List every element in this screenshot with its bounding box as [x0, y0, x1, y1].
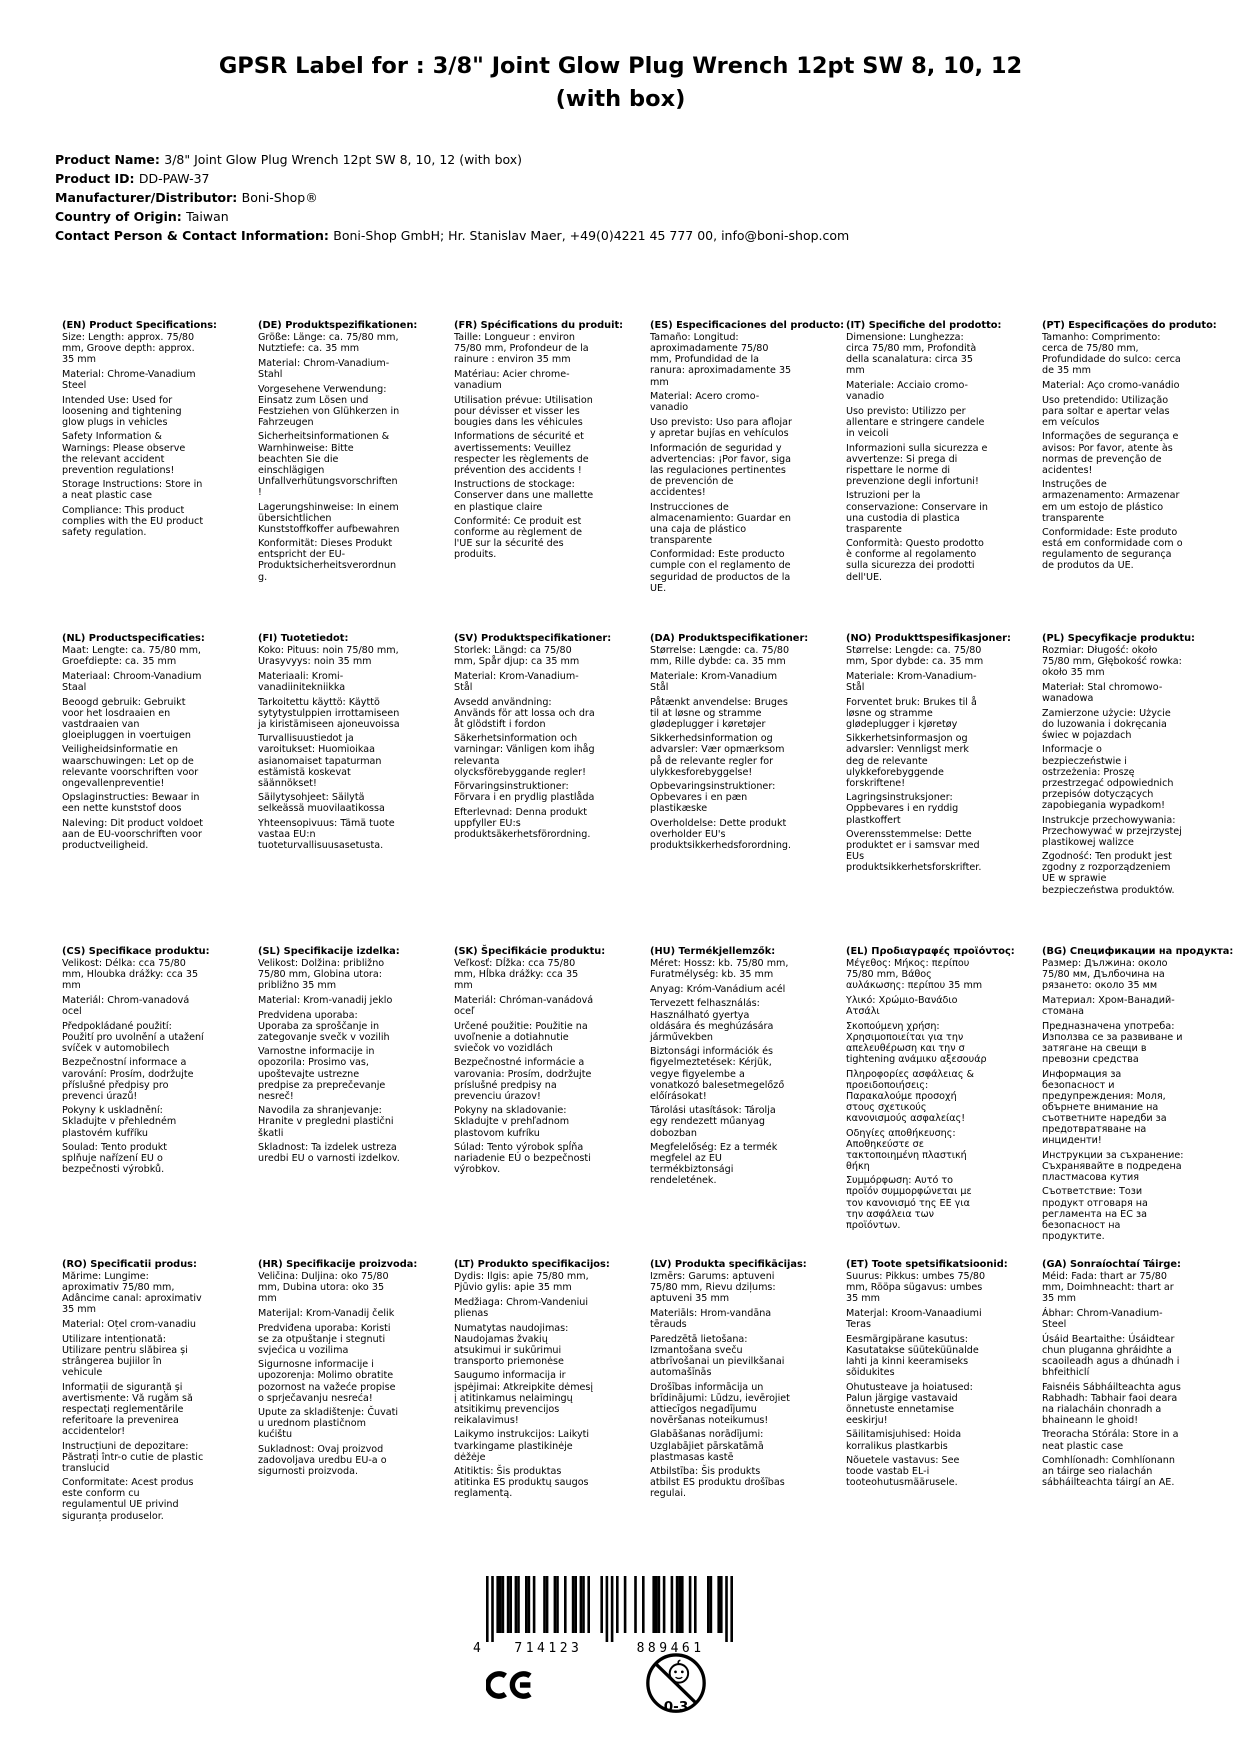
language-block-ro [62, 1259, 258, 1572]
product-info-value: Taiwan [186, 209, 229, 224]
block-paragraph: Storlek: Längd: ca 75/80 mm, Spår djup: ca 35 mm [454, 645, 580, 668]
block-paragraph: Velikost: Dolžina: približno 75/80 mm, Globina utora: približno 35 mm [258, 958, 385, 992]
block-paragraph: Dimensione: Lunghezza: circa 75/80 mm, Profondità della scanalatura: circa 35 mm [846, 332, 977, 377]
block-paragraph: Eesmärgipärane kasutus: Kasutatakse süüteküünalde lahti ja kinni keeramiseks sõidukites [846, 1333, 979, 1378]
block-paragraph: Instrukcje przechowywania: Przechowywać w przejrzystej plastikowej walizce [1042, 814, 1182, 848]
age-warning-icon [642, 1650, 710, 1726]
block-paragraph: Uso previsto: Uso para aflojar y apretar bujías en vehículos [650, 416, 792, 439]
block-paragraph: Tamanho: Comprimento: cerca de 75/80 mm, Profundidade do sulco: cerca de 35 mm [1042, 332, 1181, 377]
block-header: (PL) Specyfikacje produktu: [1042, 633, 1195, 644]
block-paragraph: Conformité: Ce produit est conforme au règlement de l'UE sur la sécurité des produits. [454, 516, 582, 561]
block-header: (SV) Produktspecifikationer: [454, 633, 612, 644]
language-block-sl [258, 946, 454, 1259]
block-paragraph: Οδηγίες αποθήκευσης: Αποθηκεύστε σε τακτοποιημένη πλαστική θήκη [846, 1127, 967, 1172]
language-block-hr [258, 1259, 454, 1572]
block-paragraph: Conformitate: Acest produs este conform cu regulamentul UE privind siguranța produselor. [62, 1477, 194, 1522]
block-paragraph: Sikkerhetsinformasjon og advarsler: Vennligst merk deg de relevante ulykkeforebyggende forskriftene! [846, 733, 969, 789]
block-paragraph: Material: Acero cromo-vanadio [650, 391, 760, 414]
block-paragraph: Utilizare intenționată: Utilizare pentru slăbirea și strângerea bujiilor în vehicule [62, 1333, 188, 1378]
block-paragraph: Conformidade: Este produto está em conformidade com o regulamento de segurança de produtos da UE. [1042, 527, 1183, 572]
block-paragraph: Conformidad: Este producto cumple con el reglamento de seguridad de productos de la UE. [650, 549, 791, 594]
language-block-pt [1042, 320, 1238, 633]
block-paragraph: Material: Aço cromo-vanádio [1042, 380, 1180, 392]
product-info-row [55, 188, 849, 207]
block-header: (EN) Product Specifications: [62, 320, 217, 331]
block-paragraph: Instruções de armazenamento: Armazenar em um estojo de plástico transparente [1042, 479, 1180, 524]
language-block-da [650, 633, 846, 946]
product-info-value: Boni-Shop® [241, 190, 318, 205]
block-paragraph: Avsedd användning: Används för att lossa och dra åt glödstift i fordon [454, 696, 595, 730]
language-block-cs [62, 946, 258, 1259]
ce-mark-icon [486, 1666, 538, 1708]
barcode-digits: 889461 [636, 1641, 705, 1656]
block-paragraph: Safety Information & Warnings: Please observe the relevant accident prevention regulations! [62, 431, 186, 476]
product-info-label: Contact Person & Contact Information: [55, 228, 334, 243]
product-info-value: DD-PAW-37 [138, 171, 210, 186]
block-paragraph: Dydis: Ilgis: apie 75/80 mm, Pjūvio gylis: apie 35 mm [454, 1271, 589, 1294]
block-paragraph: Velikost: Délka: cca 75/80 mm, Hloubka drážky: cca 35 mm [62, 958, 199, 992]
language-block-it [846, 320, 1042, 633]
block-paragraph: Úsáid Beartaithe: Úsáidtear chun pluganna ghráidhte a scaoileadh agus a dhúnadh i bhfeithiclí [1042, 1333, 1180, 1378]
block-paragraph: Informacje o bezpieczeństwie i ostrzeżenia: Proszę przestrzegać odpowiednich przepisów dotyczących zapobiegania wypadkom! [1042, 744, 1174, 811]
block-paragraph: Méid: Fada: thart ar 75/80 mm, Doimhneacht: thart ar 35 mm [1042, 1271, 1174, 1305]
block-paragraph: Materiāls: Hrom-vandāna tērauds [650, 1307, 772, 1331]
language-block-bg [1042, 946, 1238, 1259]
block-paragraph: Mărime: Lungime: aproximativ 75/80 mm, Adâncime canal: aproximativ 35 mm [62, 1271, 202, 1316]
block-paragraph: Размер: Дължина: около 75/80 мм, Дълбочина на рязането: около 35 мм [1042, 958, 1168, 992]
block-paragraph: Predviđena uporaba: Koristi se za otpuštanje i stegnuti svjećica u vozilima [258, 1322, 391, 1356]
barcode [472, 1574, 734, 1660]
block-paragraph: Předpokládané použití: Použití pro uvolnění a utažení svíček v automobilech [62, 1020, 204, 1054]
block-header: (CS) Specifikace produktu: [62, 946, 210, 957]
block-paragraph: Πληροφορίες ασφάλειας & προειδοποιήσεις: Παρακαλούμε προσοχή στους σχετικούς κανονισμούς ασφαλείας! [846, 1068, 974, 1124]
block-paragraph: Størrelse: Længde: ca. 75/80 mm, Rille dybde: ca. 35 mm [650, 645, 790, 668]
block-paragraph: Bezpečnostní informace a varování: Prosím, dodržujte příslušné předpisy pro prevenci úrazů! [62, 1057, 194, 1102]
block-paragraph: Anyag: Króm-Vanádium acél [650, 983, 786, 995]
block-header: (ET) Toote spetsifikatsioonid: [846, 1259, 1008, 1270]
block-header: (NO) Produkttspesifikasjoner: [846, 633, 1011, 644]
block-paragraph: Materiale: Acciaio cromo-vanadio [846, 380, 968, 403]
block-paragraph: Conformità: Questo prodotto è conforme al regolamento sulla sicurezza dei prodotti dell'UE. [846, 538, 984, 583]
block-paragraph: Opbevaringsinstruktioner: Opbevares i en pæn plastikæske [650, 781, 776, 815]
language-blocks-grid [62, 320, 1238, 1572]
block-paragraph: Storage Instructions: Store in a neat plastic case [62, 479, 203, 502]
product-info-label: Country of Origin: [55, 209, 187, 224]
block-paragraph: Materiał: Stal chromowo-wanadowa [1042, 681, 1163, 705]
block-paragraph: Съответствие: Този продукт отговаря на регламента на ЕС за безопасност на продуктите. [1042, 1186, 1148, 1242]
block-header: (FI) Tuotetiedot: [258, 633, 349, 644]
block-paragraph: Påtænkt anvendelse: Bruges til at løsne og stramme glødeplugger i køretøjer [650, 696, 788, 730]
language-block-hu [650, 946, 846, 1259]
block-paragraph: Sicherheitsinformationen & Warnhinweise: Bitte beachten Sie die einschlägigen Unfallverhütungsvorschriften! [258, 431, 398, 498]
block-paragraph: Konformität: Dieses Produkt entspricht der EU-Produktsicherheitsverordnung. [258, 538, 397, 583]
block-paragraph: Инструкции за съхранение: Съхранявайте в подредена пластмасова кутия [1042, 1149, 1184, 1183]
block-paragraph: Atitiktis: Šis produktas atitinka ES produktų saugos reglamentą. [454, 1466, 589, 1500]
block-paragraph: Veiligheidsinformatie en waarschuwingen: Let op de relevante voorschriften voor ongevallenpreventie! [62, 744, 199, 789]
block-header: (PT) Especificações do produto: [1042, 320, 1217, 331]
block-paragraph: Материал: Хром-Ванадий-стомана [1042, 994, 1175, 1018]
block-header: (SL) Specifikacije izdelka: [258, 946, 400, 957]
block-paragraph: Soulad: Tento produkt splňuje nařízení EU o bezpečnosti výrobků. [62, 1142, 168, 1176]
block-header: (DA) Produktspecifikationer: [650, 633, 809, 644]
block-paragraph: Súlad: Tento výrobok spĺňa nariadenie EÚ o bezpečnosti výrobkov. [454, 1142, 591, 1176]
block-paragraph: Tárolási utasítások: Tárolja egy rendezett műanyag dobozban [650, 1105, 776, 1139]
block-paragraph: Säilytysohjeet: Säilytä selkeässä muovilaatikossa [258, 792, 385, 815]
block-paragraph: Informações de segurança e avisos: Por favor, atente às normas de prevenção de acidentes! [1042, 431, 1179, 476]
block-header: (IT) Specifiche del prodotto: [846, 320, 1002, 331]
product-info [55, 150, 849, 245]
block-header: (HU) Termékjellemzők: [650, 946, 776, 957]
block-paragraph: Skladnost: Ta izdelek ustreza uredbi EU o varnosti izdelkov. [258, 1142, 400, 1165]
block-paragraph: Material: Krom-vanadij jeklo [258, 994, 393, 1006]
block-paragraph: Saugumo informacija ir įspėjimai: Atkreipkite dėmesį į atitinkamus nelaimingų atsitikimų prevencijos reikalavimus! [454, 1370, 594, 1426]
language-block-en [62, 320, 258, 633]
block-header: (LV) Produkta specifikācijas: [650, 1259, 807, 1270]
block-paragraph: Lagringsinstruksjoner: Oppbevares i en ryddig plastkoffert [846, 792, 959, 826]
block-paragraph: Sukladnost: Ovaj proizvod zadovoljava uredbu EU-a o sigurnosti proizvoda. [258, 1444, 387, 1478]
block-paragraph: Materiál: Chróman-vanádová oceľ [454, 994, 594, 1018]
block-paragraph: Informații de siguranță și avertismente: Vă rugăm să respectați reglementările referitoare la prevenirea accidentelor! [62, 1381, 193, 1437]
block-paragraph: Treoracha Stórála: Store in a neat plastic case [1042, 1429, 1179, 1452]
barcode-digits: 714123 [514, 1641, 583, 1656]
block-paragraph: Yhteensopivuus: Tämä tuote vastaa EU:n tuoteturvallisuusasetusta. [258, 818, 395, 852]
product-info-label: Manufacturer/Distributor: [55, 190, 242, 205]
language-block-et [846, 1259, 1042, 1572]
block-paragraph: Информация за безопасност и предупреждения: Моля, обърнете внимание на съответните наредби за предотвратяване на инциденти! [1042, 1068, 1167, 1147]
block-paragraph: Materiale: Krom-Vanadium Stål [650, 670, 778, 693]
block-header: (RO) Specificatii produs: [62, 1259, 197, 1270]
block-paragraph: Sigurnosne informacije i upozorenja: Molimo obratite pozornost na važeće propise o sprječavanju nesreća! [258, 1359, 396, 1404]
block-paragraph: Säkerhetsinformation och varningar: Vänligen kom ihåg relevanta olycksförebyggande regler! [454, 733, 595, 778]
block-paragraph: Material: Chrome-Vanadium Steel [62, 368, 196, 392]
block-paragraph: Materjal: Kroom-Vanaadiumi Teras [846, 1307, 982, 1331]
block-paragraph: Materiaali: Kromi-vanadiinitekniikka [258, 670, 346, 693]
block-paragraph: Glabāšanas norādījumi: Uzglabājiet pārskatāmā plastmasas kastē [650, 1429, 764, 1463]
block-paragraph: Zgodność: Ten produkt jest zgodny z rozporządzeniem UE w sprawie bezpieczeństwa produktów. [1042, 851, 1175, 896]
block-paragraph: Numatytas naudojimas: Naudojamas žvakių atsukimui ir sukūrimui transporto priemonėse [454, 1322, 569, 1367]
block-paragraph: Opslaginstructies: Bewaar in een nette kunststof doos [62, 792, 200, 815]
block-paragraph: Størrelse: Lengde: ca. 75/80 mm, Spor dybde: ca. 35 mm [846, 645, 984, 668]
product-info-value: 3/8" Joint Glow Plug Wrench 12pt SW 8, 10, 12 (with box) [164, 152, 523, 167]
language-block-lv [650, 1259, 846, 1572]
block-paragraph: Naleving: Dit product voldoet aan de EU-voorschriften voor productveiligheid. [62, 818, 204, 852]
block-paragraph: Medžiaga: Chrom-Vandeniui plienas [454, 1296, 588, 1319]
block-paragraph: Predvidena uporaba: Uporaba za sproščanje in zategovanje svečk v vozilih [258, 1009, 390, 1043]
language-block-pl [1042, 633, 1238, 946]
block-paragraph: Lagerungshinweise: In einem übersichtlichen Kunststoffkoffer aufbewahren [258, 501, 400, 535]
product-info-row [55, 226, 849, 245]
block-paragraph: Material: Oțel crom-vanadiu [62, 1319, 196, 1331]
language-block-nl [62, 633, 258, 946]
language-block-fi [258, 633, 454, 946]
block-paragraph: Compliance: This product complies with the EU product safety regulation. [62, 505, 204, 539]
block-paragraph: Instructions de stockage: Conserver dans une mallette en plastique claire [454, 479, 594, 513]
block-paragraph: Μέγεθος: Μήκος: περίπου 75/80 mm, Βάθος αυλάκωσης: περίπου 35 mm [846, 958, 983, 992]
block-paragraph: Overensstemmelse: Dette produktet er i samsvar med EUs produktsikkerhetsforskrifter. [846, 829, 982, 874]
block-paragraph: Beoogd gebruik: Gebruikt voor het losdraaien en vastdraaien van gloeipluggen in voertuigen [62, 696, 192, 741]
block-paragraph: Instrucțiuni de depozitare: Păstrați într-o cutie de plastic translucid [62, 1440, 204, 1474]
block-paragraph: Pokyny na skladovanie: Skladujte v prehľadnom plastovom kufríku [454, 1105, 570, 1139]
block-header: (FR) Spécifications du produit: [454, 320, 624, 331]
block-paragraph: Materijal: Krom-Vanadij čelik [258, 1307, 395, 1319]
product-info-label: Product ID: [55, 171, 139, 186]
block-paragraph: Información de seguridad y advertencias: ¡Por favor, siga las regulaciones pertinentes de prevención de accidentes! [650, 442, 791, 498]
block-paragraph: Nõuetele vastavus: See toode vastab EL-i tooteohutusmäärusele. [846, 1455, 960, 1489]
block-paragraph: Uso pretendido: Utilização para soltar e apertar velas em veículos [1042, 394, 1170, 428]
block-paragraph: Zamierzone użycie: Użycie do luzowania i dokręcania świec w pojazdach [1042, 707, 1171, 741]
block-paragraph: Atbilstība: Šis produkts atbilst ES produktu drošības regulai. [650, 1466, 785, 1500]
language-block-el [846, 946, 1042, 1259]
block-header: (LT) Produkto specifikacijos: [454, 1259, 610, 1270]
block-paragraph: Matériau: Acier chrome-vanadium [454, 368, 570, 392]
block-paragraph: Ohutusteave ja hoiatused: Palun järgige vastavaid õnnetuste ennetamise eeskirju! [846, 1381, 973, 1426]
block-paragraph: Turvallisuustiedot ja varoitukset: Huomioikaa asianomaiset tapaturman estämistä koskevat säännökset! [258, 733, 382, 789]
product-info-value: Boni-Shop GmbH; Hr. Stanislav Maer, +49(0)4221 45 777 00, info@boni-shop.com [333, 228, 850, 243]
block-paragraph: Förvaringsinstruktioner: Förvara i en prydlig plastlåda [454, 781, 595, 804]
product-info-row [55, 169, 849, 188]
page-title [0, 50, 1241, 115]
block-paragraph: Υλικό: Χρώμιο-Βανάδιο Ατσάλι [846, 994, 958, 1018]
block-header: (ES) Especificaciones del producto: [650, 320, 845, 331]
block-paragraph: Forventet bruk: Brukes til å løsne og stramme glødeplugger i kjøretøy [846, 696, 977, 730]
block-paragraph: Instrucciones de almacenamiento: Guardar en una caja de plástico transparente [650, 501, 791, 546]
block-paragraph: Laikymo instrukcijos: Laikyti tvarkingame plastikinėje dėžėje [454, 1429, 590, 1463]
block-paragraph: Comhlíonadh: Comhlíonann an táirge seo rialachán sábháilteachta táirgí an AE. [1042, 1455, 1175, 1489]
barcode-bars [472, 1574, 734, 1656]
block-paragraph: Intended Use: Used for loosening and tightening glow plugs in vehicles [62, 394, 182, 428]
block-paragraph: Efterlevnad: Denna produkt uppfyller EU:s produktsäkerhetsförordning. [454, 806, 591, 841]
block-paragraph: Tervezett felhasználás: Használható gyertya oldására és meghúzására járművekben [650, 998, 774, 1043]
block-paragraph: Materiál: Chrom-vanadová ocel [62, 994, 190, 1018]
page-title-line2: (with box) [555, 85, 686, 112]
block-header: (HR) Specifikacije proizvoda: [258, 1259, 418, 1270]
language-block-ga [1042, 1259, 1238, 1572]
block-paragraph: Suurus: Pikkus: umbes 75/80 mm, Rööpa sügavus: umbes 35 mm [846, 1271, 986, 1305]
language-block-no [846, 633, 1042, 946]
block-header: (EL) Προδιαγραφές προϊόντος: [846, 946, 1015, 957]
block-paragraph: Rozmiar: Długość: około 75/80 mm, Głębokość rowka: około 35 mm [1042, 645, 1182, 679]
language-block-fr [454, 320, 650, 633]
language-block-es [650, 320, 846, 633]
block-paragraph: Sikkerhedsinformation og advarsler: Vær opmærksom på de relevante regler for ulykkesforebyggelse! [650, 733, 785, 778]
block-paragraph: Megfelelőség: Ez a termék megfelel az EU termékbiztonsági rendeletének. [650, 1142, 778, 1187]
block-header: (SK) Špecifikácie produktu: [454, 946, 606, 957]
block-paragraph: Veličina: Duljina: oko 75/80 mm, Dubina utora: oko 35 mm [258, 1271, 389, 1305]
block-paragraph: Tamaño: Longitud: aproximadamente 75/80 mm, Profundidad de la ranura: aproximadamente 35 mm [650, 332, 792, 388]
barcode-digits: 4 [473, 1641, 485, 1656]
block-paragraph: Určené použitie: Použitie na uvoľnenie a dotiahnutie sviečok vo vozidlách [454, 1020, 588, 1054]
block-paragraph: Предназначена употреба: Използва се за развиване и затягане на свещи в превозни средства [1042, 1020, 1183, 1065]
block-paragraph: Overholdelse: Dette produkt overholder EU's produktsikkerhedsforordning. [650, 818, 792, 852]
block-paragraph: Bezpečnostné informácie a varovania: Prosím, dodržujte príslušné predpisy na prevenciu úrazov! [454, 1057, 592, 1102]
block-header: (BG) Спецификации на продукта: [1042, 946, 1234, 957]
block-paragraph: Material: Chrom-Vanadium-Stahl [258, 357, 390, 380]
block-paragraph: Maat: Lengte: ca. 75/80 mm, Groefdiepte: ca. 35 mm [62, 645, 201, 668]
block-paragraph: Materiaal: Chroom-Vanadium Staal [62, 670, 202, 693]
block-paragraph: Pokyny k uskladnění: Skladujte v přehledném plastovém kufříku [62, 1105, 177, 1139]
language-block-de [258, 320, 454, 633]
block-paragraph: Materiale: Krom-Vanadium-Stål [846, 670, 977, 693]
block-header: (DE) Produktspezifikationen: [258, 320, 418, 331]
language-block-sv [454, 633, 650, 946]
block-paragraph: Istruzioni per la conservazione: Conservare in una custodia di plastica trasparente [846, 490, 988, 535]
product-info-row [55, 150, 849, 169]
block-paragraph: Utilisation prévue: Utilisation pour dévisser et visser les bougies dans les véhicules [454, 394, 593, 428]
block-paragraph: Varnostne informacije in opozorila: Prosimo vas, upoštevajte ustrezne predpise za preprečevanje nesreč! [258, 1046, 386, 1102]
block-header: (GA) Sonraíochtaí Táirge: [1042, 1259, 1181, 1270]
block-paragraph: Größe: Länge: ca. 75/80 mm, Nutztiefe: ca. 35 mm [258, 332, 399, 355]
block-paragraph: Navodila za shranjevanje: Hranite v pregledni plastični škatli [258, 1105, 394, 1139]
block-paragraph: Tarkoitettu käyttö: Käyttö sytytystulppien irrottamiseen ja kiristämiseen ajoneuvoissa [258, 696, 400, 730]
block-paragraph: Izmērs: Garums: aptuveni 75/80 mm, Rievu dziļums: aptuveni 35 mm [650, 1271, 776, 1305]
block-paragraph: Informazioni sulla sicurezza e avvertenze: Si prega di rispettare le norme di prevenzione degli infortuni! [846, 442, 988, 487]
block-paragraph: Biztonsági információk és figyelmeztetések: Kérjük, vegye figyelembe a vonatkozó balesetmegelőző előírásokat! [650, 1046, 785, 1102]
block-paragraph: Drošības informācija un brīdinājumi: Lūdzu, ievērojiet attiecīgos negadījumu novēršanas noteikumus! [650, 1381, 790, 1426]
language-block-lt [454, 1259, 650, 1572]
block-paragraph: Upute za skladištenje: Čuvati u urednom plastičnom kućištu [258, 1407, 399, 1441]
block-paragraph: Ábhar: Chrom-Vanadium-Steel [1042, 1307, 1163, 1331]
block-paragraph: Veľkosť: Dĺžka: cca 75/80 mm, Hĺbka drážky: cca 35 mm [454, 958, 579, 992]
block-paragraph: Uso previsto: Utilizzo per allentare e stringere candele in veicoli [846, 405, 985, 439]
block-paragraph: Paredzētā lietošana: Izmantošana sveču atbrīvošanai un pievilkšanai automašīnās [650, 1333, 785, 1378]
age-warning-label: 0-3 [663, 1699, 689, 1716]
block-paragraph: Σκοπούμενη χρήση: Χρησιμοποιείται για την απελευθέρωση και την σ tightening ανάμικυ αξεσουάρ [846, 1020, 987, 1065]
block-paragraph: Vorgesehene Verwendung: Einsatz zum Lösen und Festziehen von Glühkerzen in Fahrzeugen [258, 383, 400, 428]
product-info-row [55, 207, 849, 226]
page-title-line1: GPSR Label for : 3/8" Joint Glow Plug Wrench 12pt SW 8, 10, 12 [218, 53, 1023, 79]
block-paragraph: Faisnéis Sábháilteachta agus Rabhadh: Tabhair faoi deara na rialacháin chonradh a bhaineann le ghoid! [1042, 1381, 1181, 1426]
block-paragraph: Méret: Hossz: kb. 75/80 mm, Furatmélység: kb. 35 mm [650, 958, 789, 981]
block-paragraph: Koko: Pituus: noin 75/80 mm, Urasyvyys: noin 35 mm [258, 645, 399, 668]
product-info-label: Product Name: [55, 152, 165, 167]
block-paragraph: Συμμόρφωση: Αυτό το προϊόν συμμορφώνεται με τον κανονισμό της ΕΕ για την ασφάλεια των προϊόντων. [846, 1175, 972, 1231]
block-paragraph: Material: Krom-Vanadium-Stål [454, 670, 579, 693]
block-paragraph: Taille: Longueur : environ 75/80 mm, Profondeur de la rainure : environ 35 mm [454, 332, 589, 366]
language-block-sk [454, 946, 650, 1259]
block-paragraph: Säilitamisjuhised: Hoida korralikus plastkarbis [846, 1429, 962, 1452]
block-paragraph: Size: Length: approx. 75/80 mm, Groove depth: approx. 35 mm [62, 332, 195, 366]
block-paragraph: Informations de sécurité et avertissements: Veuillez respecter les règlements de prévention des accidents ! [454, 431, 589, 476]
block-header: (NL) Productspecificaties: [62, 633, 205, 644]
